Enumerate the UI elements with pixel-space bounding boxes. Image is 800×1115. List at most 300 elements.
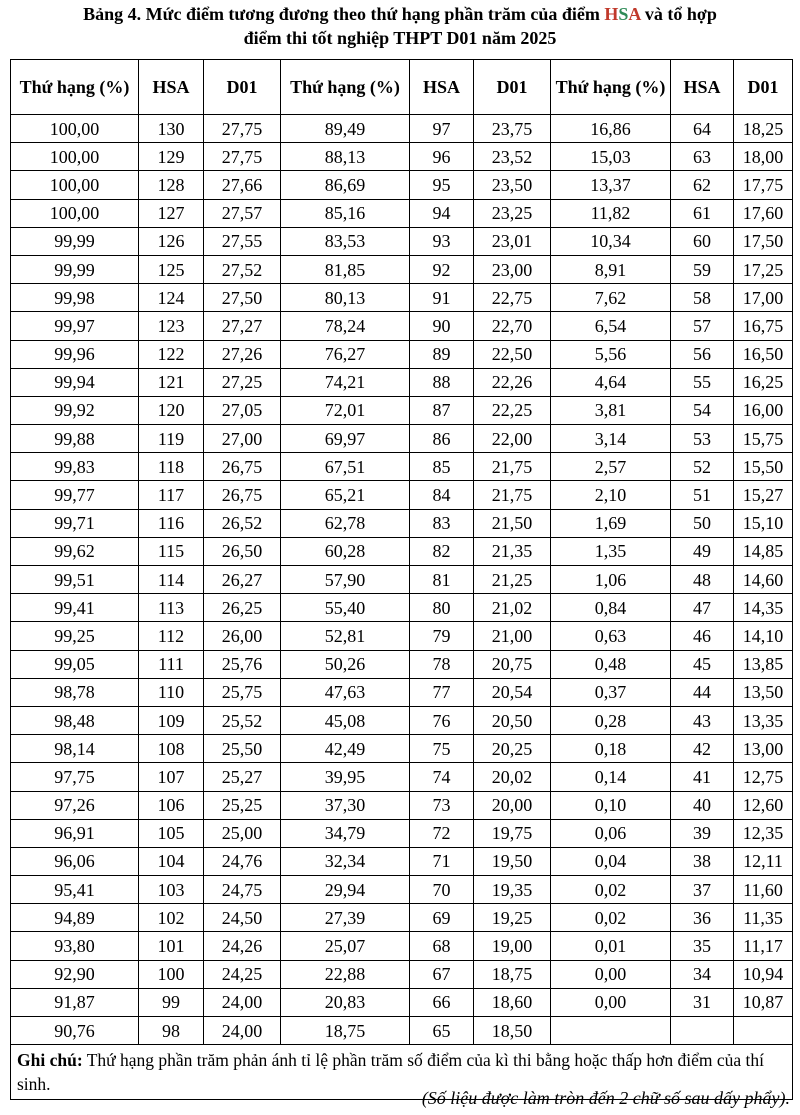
table-row	[11, 763, 793, 791]
table-cell: 25,25	[204, 791, 281, 819]
table-cell: 27,05	[204, 396, 281, 424]
table-body	[11, 115, 793, 1045]
table-cell: 16,75	[734, 312, 793, 340]
column-header: Thứ hạng (%)	[551, 60, 671, 115]
table-cell: 4,64	[551, 368, 671, 396]
table-cell: 61	[671, 199, 734, 227]
table-cell: 97	[410, 115, 474, 143]
table-cell: 0,48	[551, 650, 671, 678]
table-cell: 67	[410, 960, 474, 988]
table-cell: 16,25	[734, 368, 793, 396]
table-cell: 86	[410, 425, 474, 453]
table-cell: 18,60	[474, 988, 551, 1016]
table-cell: 8,91	[551, 255, 671, 283]
table-cell: 21,50	[474, 509, 551, 537]
table-cell: 13,50	[734, 678, 793, 706]
title-line-1-prefix: Bảng 4. Mức điểm tương đương theo thứ hạng phần trăm của điểm	[83, 4, 605, 24]
table-cell: 29,94	[281, 876, 410, 904]
table-row	[11, 368, 793, 396]
table-cell: 48	[671, 566, 734, 594]
table-cell: 38	[671, 847, 734, 875]
table-cell: 123	[139, 312, 204, 340]
table-cell: 57	[671, 312, 734, 340]
table-cell: 107	[139, 763, 204, 791]
table-cell: 96,06	[11, 847, 139, 875]
table-cell: 20,02	[474, 763, 551, 791]
table-cell: 94,89	[11, 904, 139, 932]
score-table	[10, 59, 793, 1100]
table-cell: 105	[139, 819, 204, 847]
table-cell: 70	[410, 876, 474, 904]
table-cell: 23,25	[474, 199, 551, 227]
table-cell: 27,39	[281, 904, 410, 932]
table-cell: 36	[671, 904, 734, 932]
table-cell: 3,81	[551, 396, 671, 424]
table-cell: 11,17	[734, 932, 793, 960]
table-cell: 39,95	[281, 763, 410, 791]
table-cell: 99	[139, 988, 204, 1016]
table-cell: 27,55	[204, 227, 281, 255]
table-row	[11, 199, 793, 227]
table-row	[11, 988, 793, 1016]
table-cell: 45,08	[281, 706, 410, 734]
table-cell: 99,83	[11, 453, 139, 481]
table-cell: 19,35	[474, 876, 551, 904]
table-cell: 27,75	[204, 115, 281, 143]
table-cell: 11,35	[734, 904, 793, 932]
table-row	[11, 284, 793, 312]
table-cell: 77	[410, 678, 474, 706]
table-cell: 84	[410, 481, 474, 509]
table-cell: 120	[139, 396, 204, 424]
table-cell: 10,87	[734, 988, 793, 1016]
table-row	[11, 312, 793, 340]
table-cell: 23,01	[474, 227, 551, 255]
table-cell: 74,21	[281, 368, 410, 396]
table-cell: 20,75	[474, 650, 551, 678]
table-cell: 19,50	[474, 847, 551, 875]
table-row	[11, 960, 793, 988]
table-cell: 26,75	[204, 481, 281, 509]
column-header: Thứ hạng (%)	[11, 60, 139, 115]
table-cell: 96,91	[11, 819, 139, 847]
table-cell: 97,75	[11, 763, 139, 791]
table-cell: 25,50	[204, 735, 281, 763]
table-cell: 3,14	[551, 425, 671, 453]
table-row	[11, 819, 793, 847]
table-cell: 91,87	[11, 988, 139, 1016]
table-cell: 79	[410, 622, 474, 650]
table-cell: 12,11	[734, 847, 793, 875]
table-cell: 80	[410, 594, 474, 622]
table-cell: 100,00	[11, 115, 139, 143]
table-cell: 100,00	[11, 143, 139, 171]
table-cell: 78,24	[281, 312, 410, 340]
table-cell: 0,84	[551, 594, 671, 622]
table-cell: 50,26	[281, 650, 410, 678]
table-cell: 83	[410, 509, 474, 537]
table-row	[11, 396, 793, 424]
table-cell: 41	[671, 763, 734, 791]
table-cell: 7,62	[551, 284, 671, 312]
table-row	[11, 622, 793, 650]
table-cell: 0,63	[551, 622, 671, 650]
table-cell: 110	[139, 678, 204, 706]
table-cell: 10,94	[734, 960, 793, 988]
table-cell: 14,10	[734, 622, 793, 650]
table-cell: 20,50	[474, 706, 551, 734]
table-cell: 55	[671, 368, 734, 396]
table-cell: 101	[139, 932, 204, 960]
table-cell: 82	[410, 537, 474, 565]
table-cell: 53	[671, 425, 734, 453]
table-cell: 89	[410, 340, 474, 368]
table-cell: 99,51	[11, 566, 139, 594]
table-cell: 1,06	[551, 566, 671, 594]
table-cell: 15,03	[551, 143, 671, 171]
table-cell: 119	[139, 425, 204, 453]
table-cell: 15,10	[734, 509, 793, 537]
table-cell: 26,25	[204, 594, 281, 622]
table-cell: 47	[671, 594, 734, 622]
table-row	[11, 537, 793, 565]
table-cell: 63	[671, 143, 734, 171]
table-cell: 65,21	[281, 481, 410, 509]
table-cell: 21,75	[474, 453, 551, 481]
column-header: D01	[474, 60, 551, 115]
table-cell: 37,30	[281, 791, 410, 819]
table-cell: 95	[410, 171, 474, 199]
table-cell: 125	[139, 255, 204, 283]
table-cell: 10,34	[551, 227, 671, 255]
table-cell: 99,41	[11, 594, 139, 622]
title-hsa-letter-h: H	[604, 4, 619, 24]
table-cell: 15,50	[734, 453, 793, 481]
table-cell: 81,85	[281, 255, 410, 283]
table-row	[11, 876, 793, 904]
table-cell: 98	[139, 1017, 204, 1045]
table-cell: 25,76	[204, 650, 281, 678]
table-cell: 58	[671, 284, 734, 312]
table-cell: 27,26	[204, 340, 281, 368]
table-cell: 24,25	[204, 960, 281, 988]
table-cell: 113	[139, 594, 204, 622]
table-cell: 31	[671, 988, 734, 1016]
table-cell: 16,50	[734, 340, 793, 368]
table-row	[11, 143, 793, 171]
table-cell: 115	[139, 537, 204, 565]
table-cell: 90,76	[11, 1017, 139, 1045]
table-cell: 103	[139, 876, 204, 904]
column-header: HSA	[410, 60, 474, 115]
table-cell: 11,60	[734, 876, 793, 904]
table-cell: 130	[139, 115, 204, 143]
table-cell: 0,37	[551, 678, 671, 706]
table-cell: 106	[139, 791, 204, 819]
table-cell: 18,75	[281, 1017, 410, 1045]
table-cell: 26,75	[204, 453, 281, 481]
table-cell: 0,04	[551, 847, 671, 875]
note-text: Thứ hạng phần trăm phản ánh tỉ lệ phần trăm số điểm của kì thi bằng hoặc thấp hơn điểm của thí sinh.	[17, 1050, 764, 1095]
table-cell: 35	[671, 932, 734, 960]
table-row	[11, 594, 793, 622]
table-cell: 109	[139, 706, 204, 734]
table-cell: 39	[671, 819, 734, 847]
table-cell: 24,00	[204, 1017, 281, 1045]
table-cell: 27,25	[204, 368, 281, 396]
table-cell: 99,97	[11, 312, 139, 340]
table-cell: 129	[139, 143, 204, 171]
table-cell: 98,78	[11, 678, 139, 706]
table-cell: 19,25	[474, 904, 551, 932]
column-header: Thứ hạng (%)	[281, 60, 410, 115]
table-cell: 42,49	[281, 735, 410, 763]
table-cell: 99,77	[11, 481, 139, 509]
table-cell: 12,35	[734, 819, 793, 847]
table-cell: 20,54	[474, 678, 551, 706]
table-cell	[671, 1017, 734, 1045]
table-cell: 96	[410, 143, 474, 171]
title-hsa-letter-a: A	[628, 4, 641, 24]
table-cell: 87	[410, 396, 474, 424]
table-cell: 92	[410, 255, 474, 283]
table-cell: 0,02	[551, 876, 671, 904]
table-cell: 13,00	[734, 735, 793, 763]
table-cell: 74	[410, 763, 474, 791]
table-cell: 15,75	[734, 425, 793, 453]
table-cell: 99,99	[11, 255, 139, 283]
table-cell: 17,75	[734, 171, 793, 199]
table-row	[11, 791, 793, 819]
table-cell: 91	[410, 284, 474, 312]
column-header: D01	[734, 60, 793, 115]
column-header: HSA	[671, 60, 734, 115]
table-cell: 98,48	[11, 706, 139, 734]
table-cell: 2,57	[551, 453, 671, 481]
table-cell	[734, 1017, 793, 1045]
table-cell: 108	[139, 735, 204, 763]
table-cell: 27,00	[204, 425, 281, 453]
table-cell: 22,75	[474, 284, 551, 312]
table-cell: 99,98	[11, 284, 139, 312]
table-cell: 59	[671, 255, 734, 283]
table-cell: 62	[671, 171, 734, 199]
table-cell: 50	[671, 509, 734, 537]
table-row	[11, 566, 793, 594]
table-cell: 27,75	[204, 143, 281, 171]
table-cell: 112	[139, 622, 204, 650]
table-cell: 17,25	[734, 255, 793, 283]
table-cell: 20,00	[474, 791, 551, 819]
table-cell: 55,40	[281, 594, 410, 622]
table-cell: 88	[410, 368, 474, 396]
table-cell: 47,63	[281, 678, 410, 706]
table-cell: 73	[410, 791, 474, 819]
table-cell: 121	[139, 368, 204, 396]
table-cell: 99,05	[11, 650, 139, 678]
table-cell: 89,49	[281, 115, 410, 143]
table-cell: 117	[139, 481, 204, 509]
table-cell: 37	[671, 876, 734, 904]
table-cell: 52,81	[281, 622, 410, 650]
table-cell: 24,00	[204, 988, 281, 1016]
table-cell: 72	[410, 819, 474, 847]
table-cell: 99,92	[11, 396, 139, 424]
table-cell: 76,27	[281, 340, 410, 368]
table-cell: 62,78	[281, 509, 410, 537]
table-cell: 14,35	[734, 594, 793, 622]
table-cell: 92,90	[11, 960, 139, 988]
table-row	[11, 509, 793, 537]
table-row	[11, 115, 793, 143]
table-row	[11, 1017, 793, 1045]
table-cell: 25,27	[204, 763, 281, 791]
table-cell: 98,14	[11, 735, 139, 763]
table-row	[11, 255, 793, 283]
table-cell: 32,34	[281, 847, 410, 875]
table-cell: 104	[139, 847, 204, 875]
table-row	[11, 650, 793, 678]
table-cell: 22,26	[474, 368, 551, 396]
table-cell: 17,60	[734, 199, 793, 227]
table-cell: 100,00	[11, 171, 139, 199]
table-cell: 26,27	[204, 566, 281, 594]
table-cell: 18,75	[474, 960, 551, 988]
title-line-1	[0, 2, 800, 26]
table-cell: 6,54	[551, 312, 671, 340]
table-cell: 24,26	[204, 932, 281, 960]
table-cell: 46	[671, 622, 734, 650]
table-cell: 69,97	[281, 425, 410, 453]
table-cell: 99,99	[11, 227, 139, 255]
table-cell: 42	[671, 735, 734, 763]
table-cell: 114	[139, 566, 204, 594]
table-row	[11, 227, 793, 255]
table-cell: 22,88	[281, 960, 410, 988]
table-cell: 88,13	[281, 143, 410, 171]
table-cell: 15,27	[734, 481, 793, 509]
table-cell: 83,53	[281, 227, 410, 255]
table-cell: 26,50	[204, 537, 281, 565]
table-cell: 27,57	[204, 199, 281, 227]
table-cell: 21,75	[474, 481, 551, 509]
table-cell: 25,07	[281, 932, 410, 960]
table-cell: 72,01	[281, 396, 410, 424]
table-cell: 20,83	[281, 988, 410, 1016]
table-cell: 85	[410, 453, 474, 481]
table-cell: 26,00	[204, 622, 281, 650]
table-cell: 65	[410, 1017, 474, 1045]
table-cell: 13,35	[734, 706, 793, 734]
table-cell: 24,50	[204, 904, 281, 932]
table-header-row	[11, 60, 793, 115]
table-cell: 1,69	[551, 509, 671, 537]
table-cell: 118	[139, 453, 204, 481]
table-row	[11, 425, 793, 453]
table-cell: 99,94	[11, 368, 139, 396]
table-cell: 40	[671, 791, 734, 819]
table-row	[11, 735, 793, 763]
table-cell: 102	[139, 904, 204, 932]
table-cell: 111	[139, 650, 204, 678]
table-cell: 51	[671, 481, 734, 509]
table-cell: 13,37	[551, 171, 671, 199]
table-cell: 22,50	[474, 340, 551, 368]
table-cell: 13,85	[734, 650, 793, 678]
table-cell: 71	[410, 847, 474, 875]
table-cell: 56	[671, 340, 734, 368]
table-cell: 60,28	[281, 537, 410, 565]
table-cell: 23,75	[474, 115, 551, 143]
table-cell: 27,66	[204, 171, 281, 199]
table-cell: 20,25	[474, 735, 551, 763]
table-row	[11, 904, 793, 932]
table-cell: 81	[410, 566, 474, 594]
table-cell: 0,02	[551, 904, 671, 932]
table-cell: 18,50	[474, 1017, 551, 1045]
table-cell: 85,16	[281, 199, 410, 227]
table-cell: 126	[139, 227, 204, 255]
table-cell: 26,52	[204, 509, 281, 537]
table-cell: 60	[671, 227, 734, 255]
table-cell: 21,25	[474, 566, 551, 594]
table-cell: 99,96	[11, 340, 139, 368]
table-cell: 17,50	[734, 227, 793, 255]
table-cell: 22,00	[474, 425, 551, 453]
table-cell: 2,10	[551, 481, 671, 509]
table-row	[11, 453, 793, 481]
table-cell: 0,00	[551, 988, 671, 1016]
table-cell: 16,86	[551, 115, 671, 143]
table-cell: 99,62	[11, 537, 139, 565]
table-cell: 14,60	[734, 566, 793, 594]
table-cell: 0,14	[551, 763, 671, 791]
table-cell: 25,75	[204, 678, 281, 706]
table-cell: 19,75	[474, 819, 551, 847]
table-cell: 22,70	[474, 312, 551, 340]
table-cell: 68	[410, 932, 474, 960]
table-cell: 1,35	[551, 537, 671, 565]
table-cell: 34	[671, 960, 734, 988]
table-cell: 86,69	[281, 171, 410, 199]
table-cell: 93,80	[11, 932, 139, 960]
table-cell: 75	[410, 735, 474, 763]
table-cell: 21,02	[474, 594, 551, 622]
table-title	[0, 2, 800, 50]
table-cell: 0,06	[551, 819, 671, 847]
table-row	[11, 481, 793, 509]
table-cell: 99,71	[11, 509, 139, 537]
table-cell: 0,10	[551, 791, 671, 819]
table-cell: 22,25	[474, 396, 551, 424]
table-cell: 127	[139, 199, 204, 227]
table-cell: 25,00	[204, 819, 281, 847]
table-cell: 0,00	[551, 960, 671, 988]
table-cell: 23,50	[474, 171, 551, 199]
table-cell: 54	[671, 396, 734, 424]
table-cell: 23,52	[474, 143, 551, 171]
table-cell: 78	[410, 650, 474, 678]
table-cell: 128	[139, 171, 204, 199]
table-row	[11, 847, 793, 875]
table-cell: 27,52	[204, 255, 281, 283]
table-row	[11, 706, 793, 734]
table-row	[11, 340, 793, 368]
table-cell: 122	[139, 340, 204, 368]
table-row	[11, 171, 793, 199]
table-cell: 19,00	[474, 932, 551, 960]
table-row	[11, 678, 793, 706]
